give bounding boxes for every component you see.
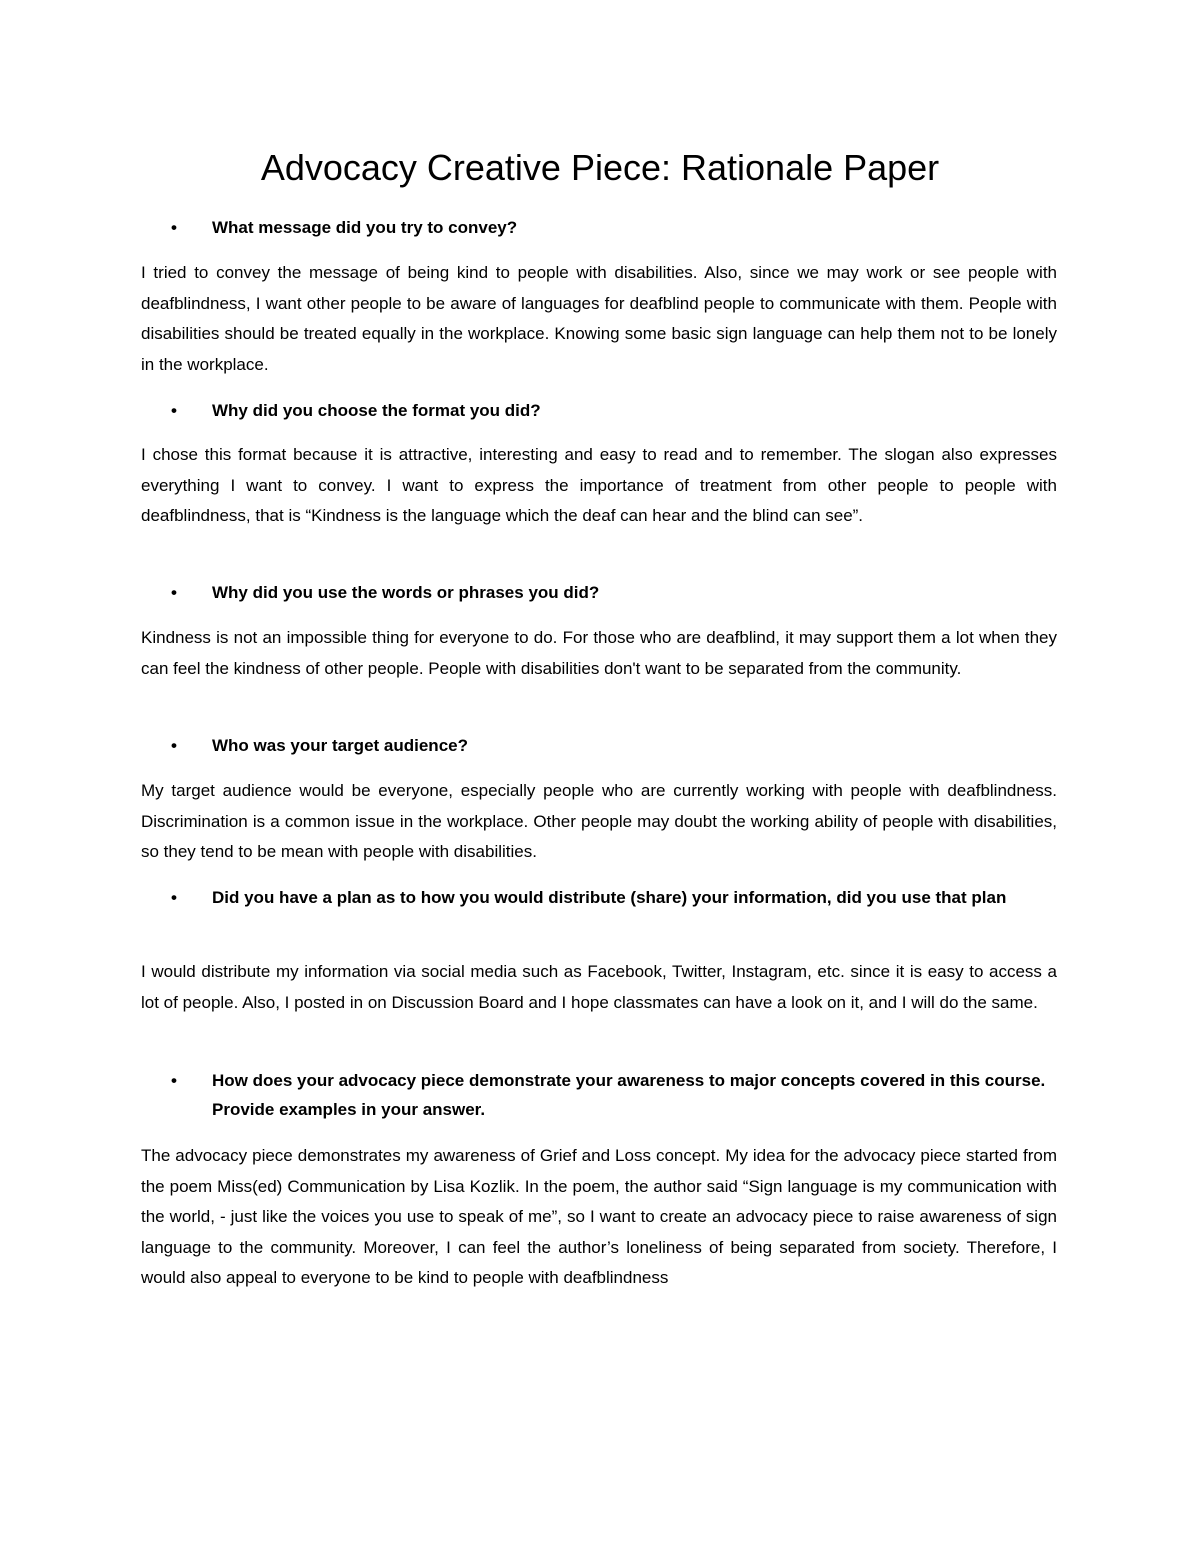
question-heading — [171, 731, 1060, 760]
bullet-icon: • — [171, 888, 177, 907]
question-text: Did you have a plan as to how you would distribute (share) your information, did you use that plan — [212, 888, 1007, 907]
answer-paragraph: My target audience would be everyone, especially people who are currently working with people with deafblindness. Discrimination is a common issue in the workplace. Other people may doubt the working ability of people with disabilities, so they tend to be mean with people with disabilities. — [141, 781, 1057, 861]
question-text: Why did you choose the format you did? — [212, 401, 541, 420]
question-heading — [171, 578, 1060, 607]
answer-paragraph: The advocacy piece demonstrates my awareness of Grief and Loss concept. My idea for the advocacy piece started from the poem Miss(ed) Communication by Lisa Kozlik. In the poem, the author said “Sign language is my communication with the world, - just like the voices you use to speak of me”, so I want to create an advocacy piece to raise awareness of sign language to the community. Moreover, I can feel the author’s loneliness of being separated from society. Therefore, I would also appeal to everyone to be kind to people with deafblindness — [141, 1146, 1057, 1287]
page-title: Advocacy Creative Piece: Rationale Paper — [260, 147, 940, 188]
question-heading — [171, 1066, 1060, 1124]
bullet-icon: • — [171, 736, 177, 755]
question-heading — [171, 396, 1060, 425]
question-text: Why did you use the words or phrases you did? — [212, 583, 600, 602]
question-text: How does your advocacy piece demonstrate your awareness to major concepts covered in this course. Provide examples in your answer. — [212, 1071, 1046, 1119]
question-heading — [171, 883, 1060, 912]
answer-paragraph: I would distribute my information via social media such as Facebook, Twitter, Instagram, etc. since it is easy to access a lot of people. Also, I posted in on Discussion Board and I hope classmates can have a look on it, and I will do the same. — [141, 962, 1057, 1012]
question-heading — [171, 213, 1060, 242]
bullet-icon: • — [171, 401, 177, 420]
answer-paragraph: Kindness is not an impossible thing for everyone to do. For those who are deafblind, it may support them a lot when they can feel the kindness of other people. People with disabilities don't want to be separated from the community. — [141, 628, 1057, 678]
answer-paragraph: I chose this format because it is attractive, interesting and easy to read and to remember. The slogan also expresses everything I want to convey. I want to express the importance of treatment from other people to people with deafblindness, that is “Kindness is the language which the deaf can hear and the blind can see”. — [141, 445, 1057, 525]
bullet-icon: • — [171, 218, 177, 237]
question-text: Who was your target audience? — [212, 736, 468, 755]
bullet-icon: • — [171, 583, 177, 602]
bullet-icon: • — [171, 1071, 177, 1090]
answer-paragraph: I tried to convey the message of being kind to people with disabilities. Also, since we may work or see people with deafblindness, I want other people to be aware of languages for deafblind people to communicate with them. People with disabilities should be treated equally in the workplace. Knowing some basic sign language can help them not to be lonely in the workplace. — [141, 263, 1057, 374]
question-text: What message did you try to convey? — [212, 218, 518, 237]
